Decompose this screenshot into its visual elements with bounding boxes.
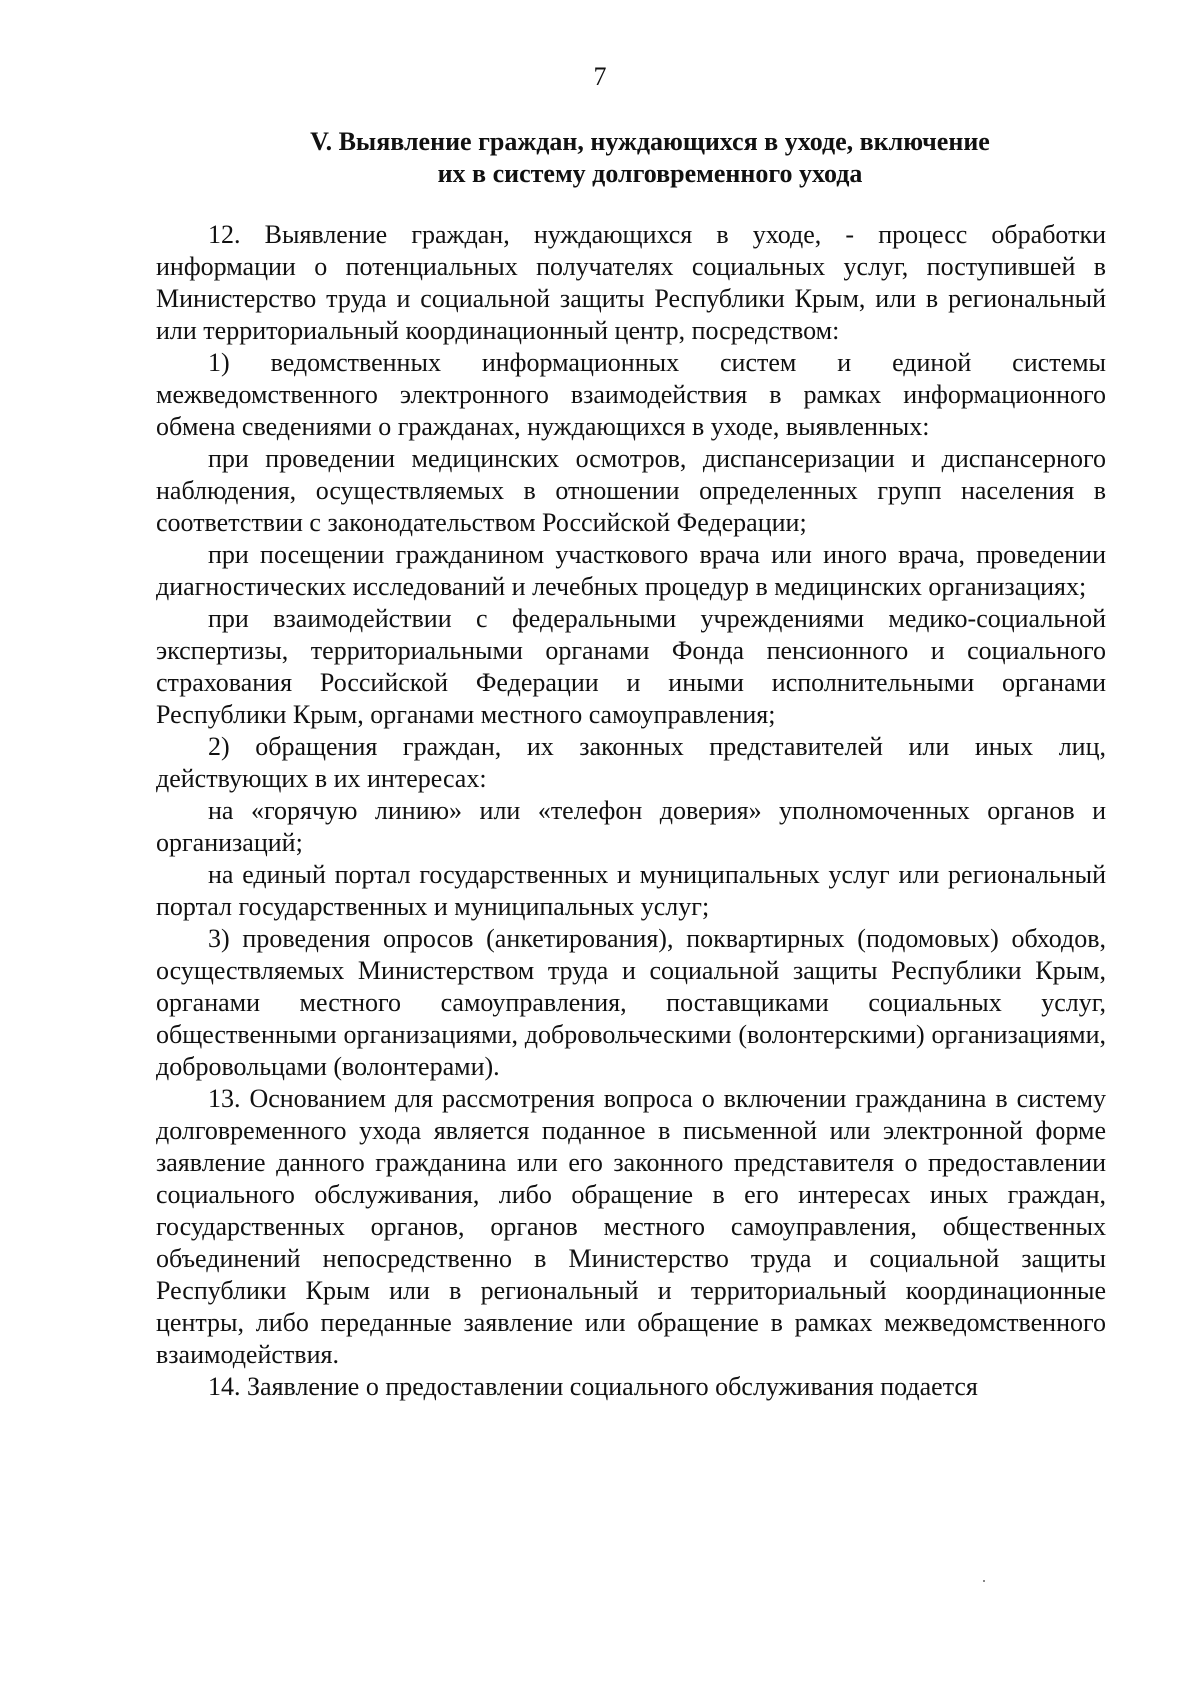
- section-heading-line-1: V. Выявление граждан, нуждающихся в уходе, включение: [310, 127, 990, 156]
- paragraph-14: 14. Заявление о предоставлении социального обслуживания подается: [208, 1372, 978, 1401]
- paragraph-subitem-interaction: при взаимодействии с федеральными учреждениями медико-социальной экспертизы, территориальными органами Фонда пенсионного и социального страхования Российской Федерации и иными исполнительными органами Республики Крым, органами местного самоуправления;: [156, 604, 1106, 729]
- paragraph-12-intro: 12. Выявление граждан, нуждающихся в уходе, - процесс обработки информации о потенциальных получателях социальных услуг, поступившей в Министерство труда и социальной защиты Республики Крым, или в региональный или территориальный координационный центр, посредством:: [156, 220, 1106, 345]
- paragraph-subitem-portal: на единый портал государственных и муниципальных услуг или региональный портал государственных и муниципальных услуг;: [156, 860, 1106, 921]
- paragraph-subitem-hotline: на «горячую линию» или «телефон доверия» уполномоченных органов и организаций;: [156, 796, 1106, 857]
- scan-speck: [983, 1580, 985, 1582]
- paragraph-subitem-doctor-visits: при посещении гражданином участкового врача или иного врача, проведении диагностических исследований и лечебных процедур в медицинских организациях;: [156, 540, 1106, 601]
- section-heading: [250, 126, 1050, 190]
- document-body: [156, 219, 1106, 1403]
- paragraph-item-2: 2) обращения граждан, их законных представителей или иных лиц, действующих в их интересах:: [156, 732, 1106, 793]
- paragraph-item-3: 3) проведения опросов (анкетирования), поквартирных (подомовых) обходов, осуществляемых Министерством труда и социальной защиты Республики Крым, органами местного самоуправления, поставщиками социальных услуг, общественными организациями, добровольческими (волонтерскими) организациями, добровольцами (волонтерами).: [156, 924, 1106, 1081]
- paragraph-item-1: 1) ведомственных информационных систем и единой системы межведомственного электронного взаимодействия в рамках информационного обмена сведениями о гражданах, нуждающихся в уходе, выявленных:: [156, 348, 1106, 441]
- page-number: 7: [593, 62, 607, 91]
- section-heading-line-2: их в систему долговременного ухода: [437, 159, 863, 188]
- paragraph-subitem-medical-exams: при проведении медицинских осмотров, диспансеризации и диспансерного наблюдения, осуществляемых в отношении определенных групп населения в соответствии с законодательством Российской Федерации;: [156, 444, 1106, 537]
- paragraph-13: 13. Основанием для рассмотрения вопроса о включении гражданина в систему долговременного ухода является поданное в письменной или электронной форме заявление данного гражданина или его законного представителя о предоставлении социального обслуживания, либо обращение в его интересах иных граждан, государственных органов, органов местного самоуправления, общественных объединений непосредственно в Министерство труда и социальной защиты Республики Крым или в региональный и территориальный координационные центры, либо переданные заявление или обращение в рамках межведомственного взаимодействия.: [156, 1084, 1106, 1369]
